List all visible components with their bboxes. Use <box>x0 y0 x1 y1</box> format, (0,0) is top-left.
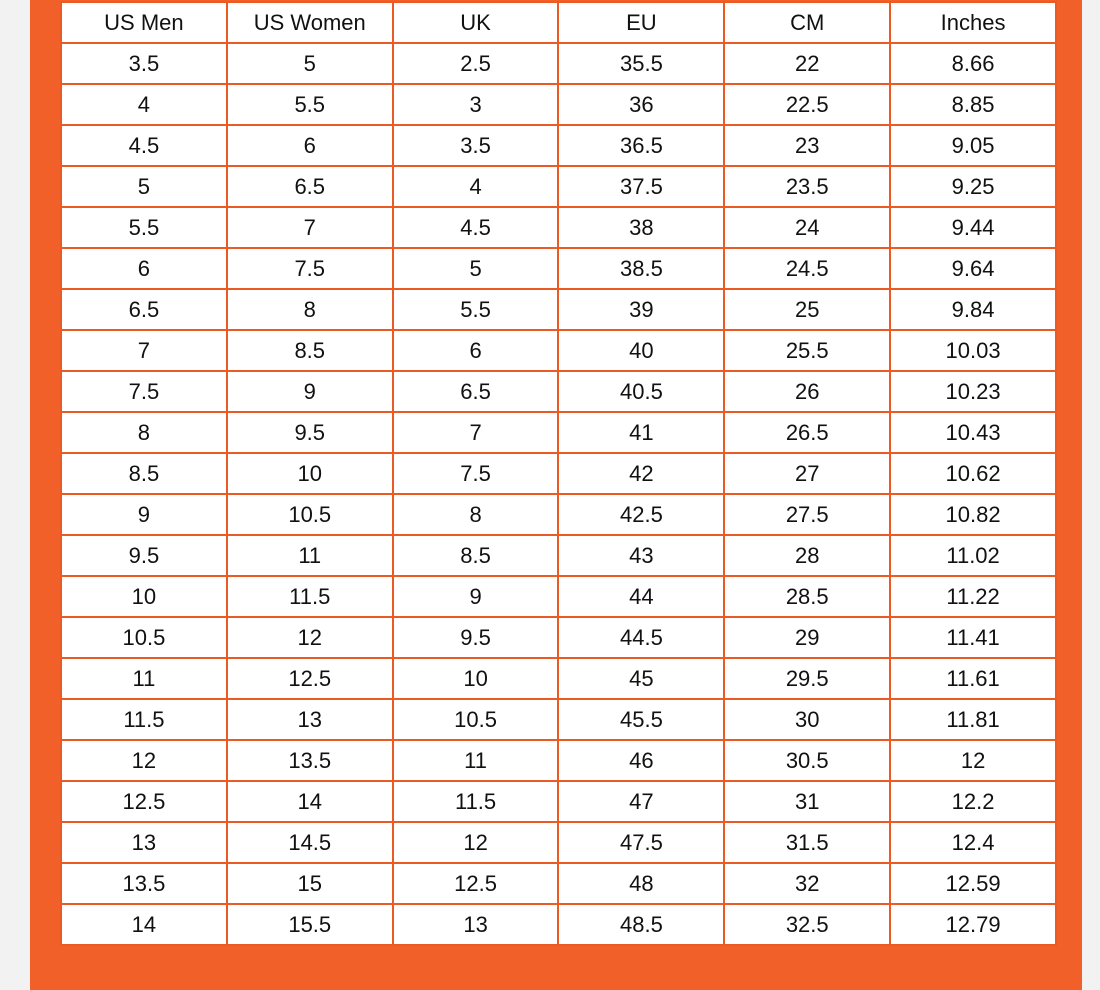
cell-us-men: 13 <box>61 822 227 863</box>
cell-us-women: 6 <box>227 125 393 166</box>
cell-uk: 7.5 <box>393 453 559 494</box>
cell-us-women: 10 <box>227 453 393 494</box>
cell-eu: 38.5 <box>558 248 724 289</box>
cell-inches: 10.03 <box>890 330 1056 371</box>
cell-inches: 12.59 <box>890 863 1056 904</box>
table-row <box>61 207 1056 248</box>
cell-eu: 44 <box>558 576 724 617</box>
table-row <box>61 43 1056 84</box>
cell-inches: 11.41 <box>890 617 1056 658</box>
cell-cm: 24.5 <box>724 248 890 289</box>
cell-eu: 35.5 <box>558 43 724 84</box>
table-row <box>61 453 1056 494</box>
cell-eu: 39 <box>558 289 724 330</box>
cell-us-women: 9.5 <box>227 412 393 453</box>
cell-uk: 8.5 <box>393 535 559 576</box>
table-row <box>61 248 1056 289</box>
cell-inches: 10.62 <box>890 453 1056 494</box>
cell-uk: 6 <box>393 330 559 371</box>
cell-eu: 45 <box>558 658 724 699</box>
cell-cm: 27 <box>724 453 890 494</box>
table-row <box>61 904 1056 945</box>
cell-uk: 9.5 <box>393 617 559 658</box>
cell-inches: 12 <box>890 740 1056 781</box>
header-us-women: US Women <box>227 2 393 43</box>
table-row <box>61 576 1056 617</box>
header-us-men: US Men <box>61 2 227 43</box>
cell-inches: 12.79 <box>890 904 1056 945</box>
cell-cm: 26 <box>724 371 890 412</box>
cell-us-women: 11 <box>227 535 393 576</box>
cell-uk: 3.5 <box>393 125 559 166</box>
cell-uk: 4.5 <box>393 207 559 248</box>
cell-cm: 23.5 <box>724 166 890 207</box>
cell-us-women: 12.5 <box>227 658 393 699</box>
cell-eu: 38 <box>558 207 724 248</box>
cell-us-men: 6.5 <box>61 289 227 330</box>
cell-us-men: 8.5 <box>61 453 227 494</box>
cell-cm: 32 <box>724 863 890 904</box>
cell-eu: 46 <box>558 740 724 781</box>
cell-us-women: 13.5 <box>227 740 393 781</box>
cell-inches: 8.66 <box>890 43 1056 84</box>
cell-us-women: 12 <box>227 617 393 658</box>
cell-us-women: 7 <box>227 207 393 248</box>
cell-inches: 12.2 <box>890 781 1056 822</box>
cell-us-men: 5 <box>61 166 227 207</box>
table-row <box>61 84 1056 125</box>
cell-us-women: 8 <box>227 289 393 330</box>
cell-cm: 32.5 <box>724 904 890 945</box>
cell-us-women: 15.5 <box>227 904 393 945</box>
cell-us-women: 8.5 <box>227 330 393 371</box>
cell-cm: 24 <box>724 207 890 248</box>
cell-inches: 9.64 <box>890 248 1056 289</box>
header-cm: CM <box>724 2 890 43</box>
cell-us-women: 5 <box>227 43 393 84</box>
table-row <box>61 617 1056 658</box>
cell-uk: 4 <box>393 166 559 207</box>
cell-inches: 9.25 <box>890 166 1056 207</box>
cell-cm: 28.5 <box>724 576 890 617</box>
cell-uk: 11.5 <box>393 781 559 822</box>
cell-us-women: 10.5 <box>227 494 393 535</box>
cell-us-men: 6 <box>61 248 227 289</box>
cell-cm: 22.5 <box>724 84 890 125</box>
cell-inches: 11.22 <box>890 576 1056 617</box>
cell-cm: 26.5 <box>724 412 890 453</box>
cell-inches: 11.02 <box>890 535 1056 576</box>
shoe-size-table <box>60 1 1057 946</box>
cell-uk: 13 <box>393 904 559 945</box>
cell-cm: 29.5 <box>724 658 890 699</box>
table-row <box>61 371 1056 412</box>
cell-cm: 30 <box>724 699 890 740</box>
cell-eu: 48.5 <box>558 904 724 945</box>
cell-uk: 3 <box>393 84 559 125</box>
table-row <box>61 658 1056 699</box>
cell-uk: 5 <box>393 248 559 289</box>
cell-us-women: 15 <box>227 863 393 904</box>
cell-cm: 30.5 <box>724 740 890 781</box>
table-row <box>61 781 1056 822</box>
table-row <box>61 289 1056 330</box>
cell-us-men: 7 <box>61 330 227 371</box>
cell-us-men: 8 <box>61 412 227 453</box>
cell-cm: 31.5 <box>724 822 890 863</box>
cell-inches: 9.05 <box>890 125 1056 166</box>
cell-uk: 10 <box>393 658 559 699</box>
cell-uk: 8 <box>393 494 559 535</box>
cell-cm: 28 <box>724 535 890 576</box>
cell-cm: 23 <box>724 125 890 166</box>
cell-cm: 31 <box>724 781 890 822</box>
cell-inches: 11.61 <box>890 658 1056 699</box>
cell-inches: 9.44 <box>890 207 1056 248</box>
cell-us-men: 9 <box>61 494 227 535</box>
table-row <box>61 863 1056 904</box>
cell-inches: 10.43 <box>890 412 1056 453</box>
cell-us-women: 6.5 <box>227 166 393 207</box>
cell-us-men: 7.5 <box>61 371 227 412</box>
cell-uk: 6.5 <box>393 371 559 412</box>
cell-us-women: 9 <box>227 371 393 412</box>
cell-cm: 27.5 <box>724 494 890 535</box>
table-row <box>61 166 1056 207</box>
cell-uk: 12.5 <box>393 863 559 904</box>
cell-cm: 25.5 <box>724 330 890 371</box>
cell-us-women: 5.5 <box>227 84 393 125</box>
cell-eu: 36 <box>558 84 724 125</box>
table-row <box>61 822 1056 863</box>
table-row <box>61 330 1056 371</box>
cell-uk: 12 <box>393 822 559 863</box>
cell-eu: 40.5 <box>558 371 724 412</box>
cell-eu: 47.5 <box>558 822 724 863</box>
cell-uk: 2.5 <box>393 43 559 84</box>
cell-cm: 29 <box>724 617 890 658</box>
cell-us-women: 11.5 <box>227 576 393 617</box>
cell-us-women: 13 <box>227 699 393 740</box>
cell-eu: 45.5 <box>558 699 724 740</box>
cell-us-men: 4.5 <box>61 125 227 166</box>
cell-uk: 9 <box>393 576 559 617</box>
cell-uk: 10.5 <box>393 699 559 740</box>
cell-us-women: 7.5 <box>227 248 393 289</box>
cell-cm: 22 <box>724 43 890 84</box>
table-row <box>61 412 1056 453</box>
cell-eu: 42.5 <box>558 494 724 535</box>
cell-us-women: 14 <box>227 781 393 822</box>
header-uk: UK <box>393 2 559 43</box>
cell-eu: 44.5 <box>558 617 724 658</box>
header-row <box>61 2 1056 43</box>
cell-cm: 25 <box>724 289 890 330</box>
cell-us-men: 11 <box>61 658 227 699</box>
cell-inches: 9.84 <box>890 289 1056 330</box>
cell-us-men: 10 <box>61 576 227 617</box>
cell-inches: 12.4 <box>890 822 1056 863</box>
cell-eu: 36.5 <box>558 125 724 166</box>
cell-us-men: 13.5 <box>61 863 227 904</box>
table-row <box>61 125 1056 166</box>
cell-uk: 11 <box>393 740 559 781</box>
cell-uk: 5.5 <box>393 289 559 330</box>
cell-us-men: 14 <box>61 904 227 945</box>
table-row <box>61 494 1056 535</box>
cell-us-men: 10.5 <box>61 617 227 658</box>
cell-us-men: 12.5 <box>61 781 227 822</box>
cell-inches: 11.81 <box>890 699 1056 740</box>
table-row <box>61 740 1056 781</box>
cell-eu: 42 <box>558 453 724 494</box>
cell-us-men: 12 <box>61 740 227 781</box>
cell-inches: 10.82 <box>890 494 1056 535</box>
cell-uk: 7 <box>393 412 559 453</box>
cell-eu: 47 <box>558 781 724 822</box>
header-inches: Inches <box>890 2 1056 43</box>
table-row <box>61 699 1056 740</box>
cell-eu: 43 <box>558 535 724 576</box>
header-eu: EU <box>558 2 724 43</box>
cell-inches: 10.23 <box>890 371 1056 412</box>
cell-us-men: 9.5 <box>61 535 227 576</box>
cell-eu: 41 <box>558 412 724 453</box>
table-row <box>61 535 1056 576</box>
cell-us-men: 11.5 <box>61 699 227 740</box>
cell-us-men: 3.5 <box>61 43 227 84</box>
table-body <box>61 43 1056 945</box>
cell-eu: 37.5 <box>558 166 724 207</box>
cell-inches: 8.85 <box>890 84 1056 125</box>
cell-us-women: 14.5 <box>227 822 393 863</box>
cell-eu: 40 <box>558 330 724 371</box>
cell-us-men: 4 <box>61 84 227 125</box>
cell-us-men: 5.5 <box>61 207 227 248</box>
cell-eu: 48 <box>558 863 724 904</box>
